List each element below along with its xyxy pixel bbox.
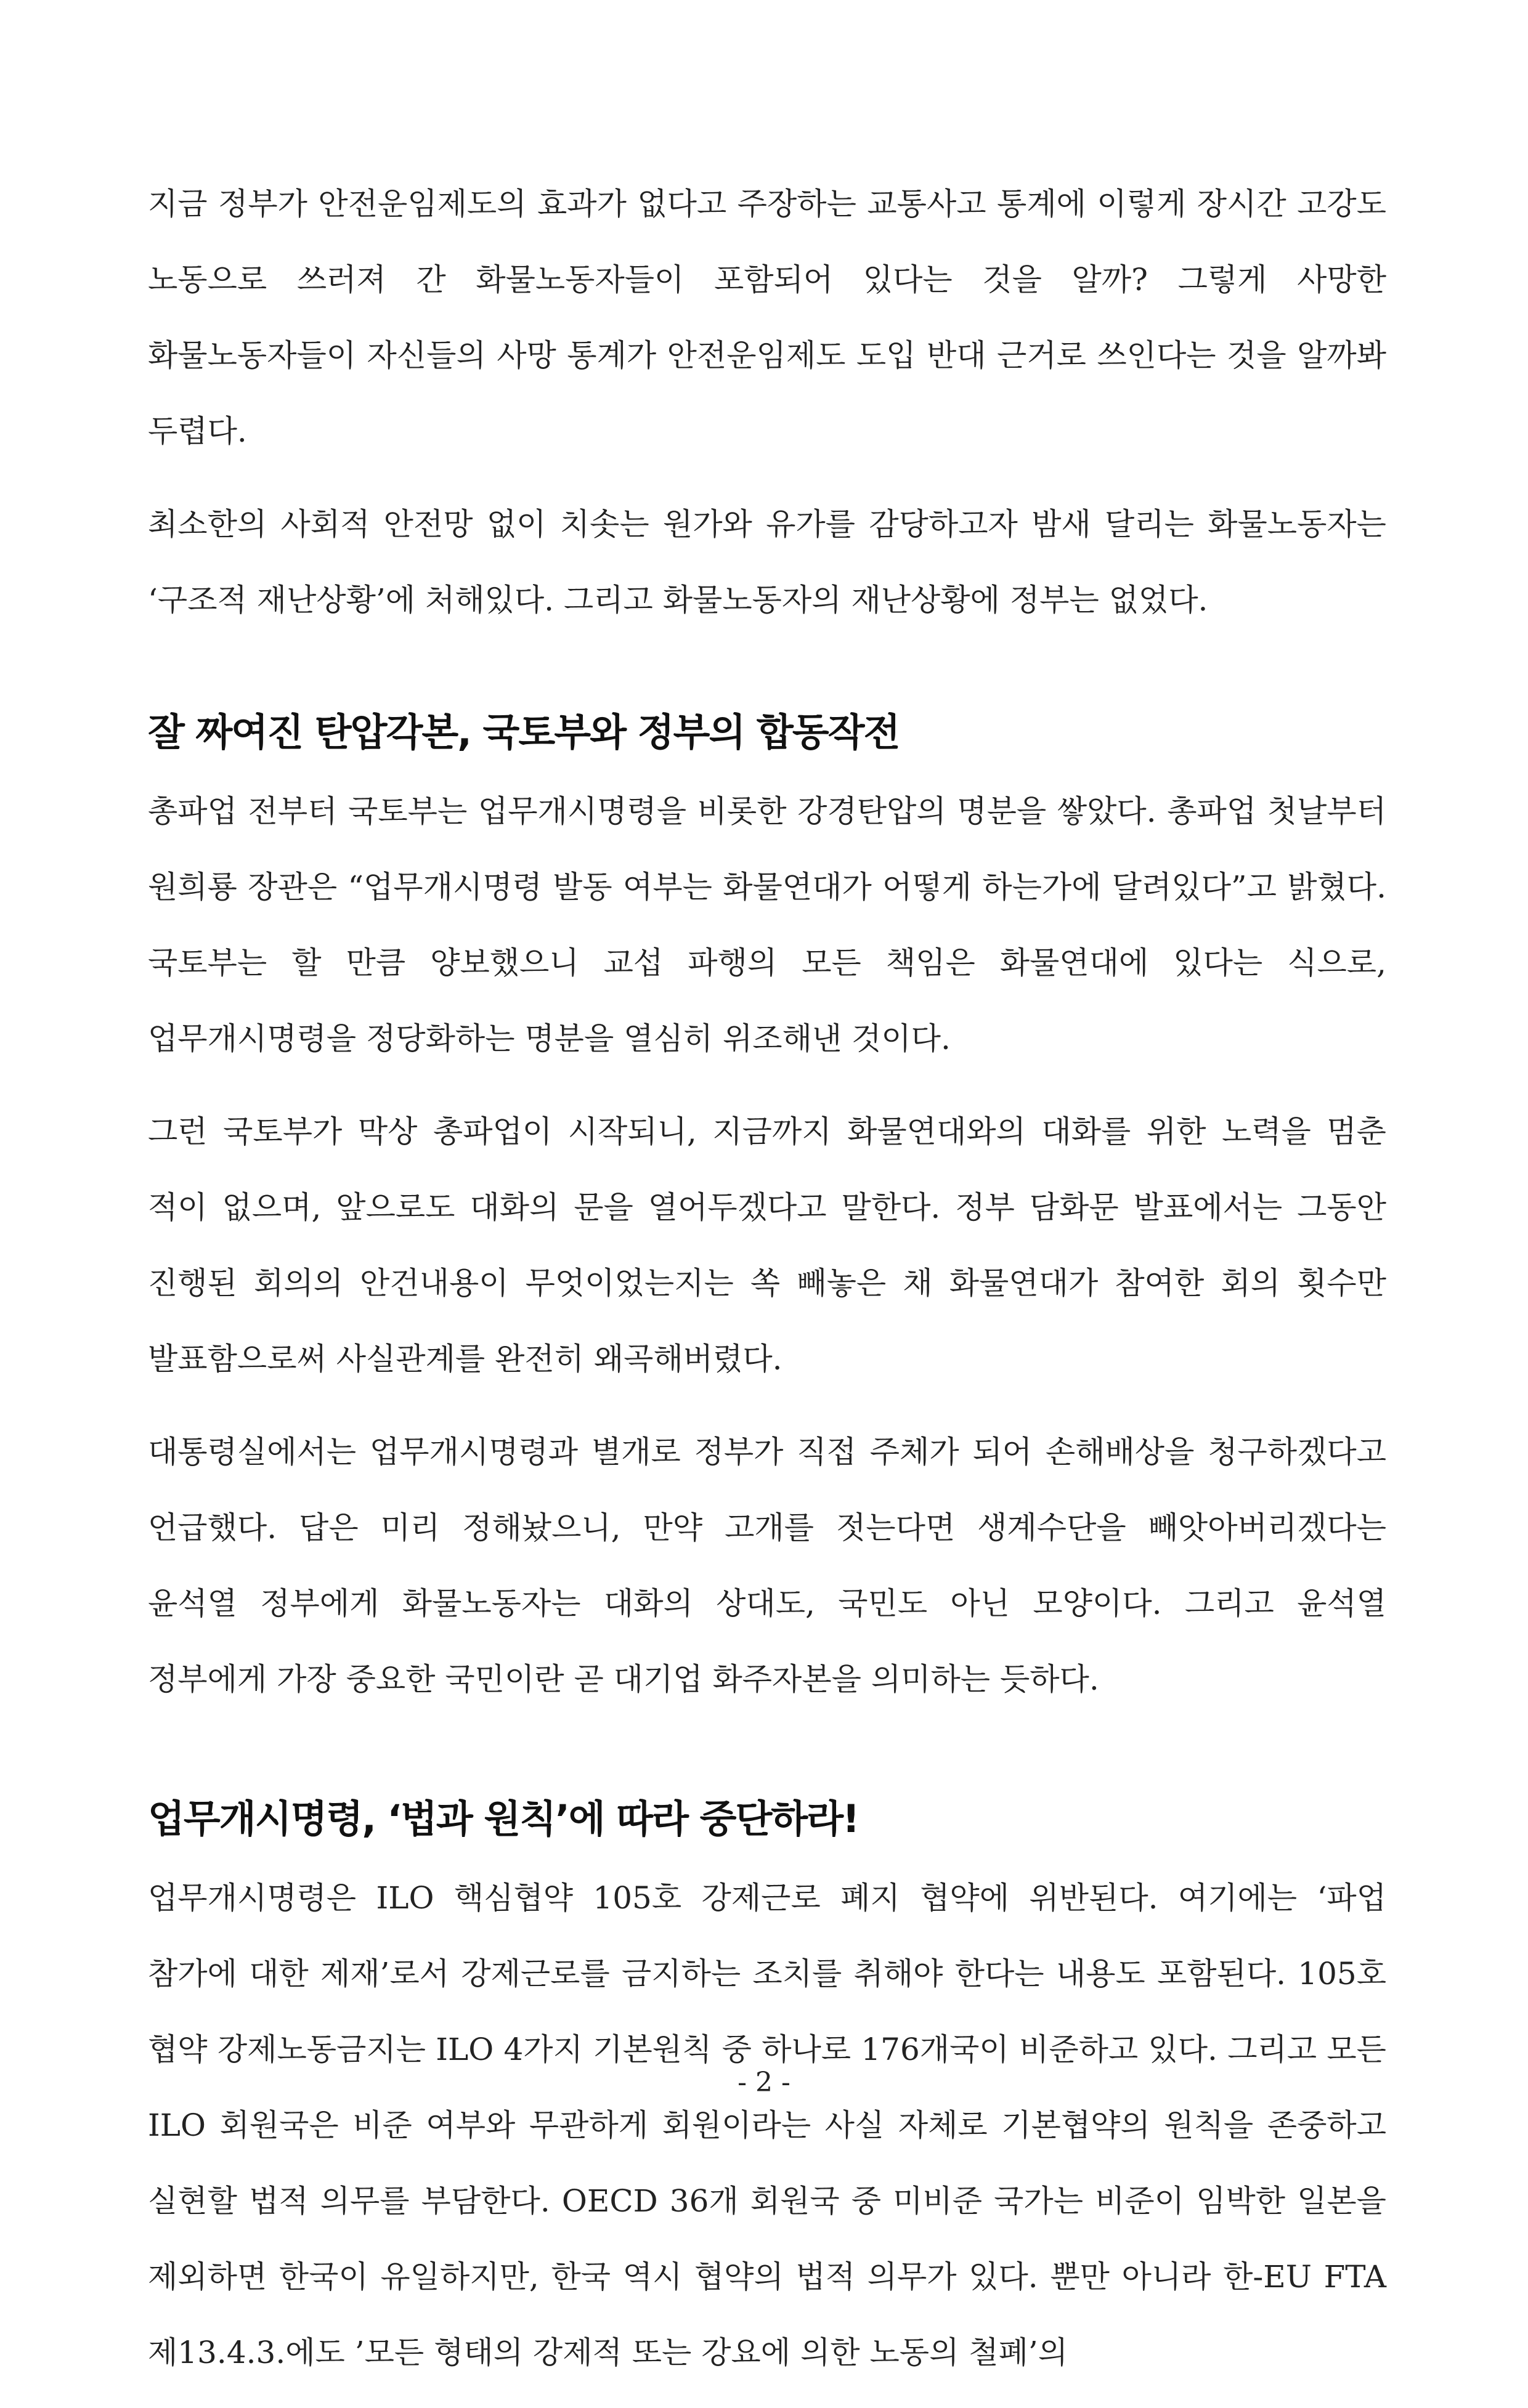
body-paragraph: 최소한의 사회적 안전망 없이 치솟는 원가와 유가를 감당하고자 밤새 달리는 화물노동자는 ‘구조적 재난상황’에 처해있다. 그리고 화물노동자의 재난상황에 정부는 없었다.: [148, 506, 1386, 618]
body-paragraph: 대통령실에서는 업무개시명령과 별개로 정부가 직접 주체가 되어 손해배상을 청구하겠다고 언급했다. 답은 미리 정해놨으니, 만약 고개를 젓는다면 생계수단을 빼앗아버리겠다는 윤석열 정부에게 화물노동자는 대화의 상대도, 국민도 아닌 모양이다. 그리고 윤석열 정부에게 가장 중요한 국민이란 곧 대기업 화주자본을 의미하는 듯하다.: [148, 1434, 1386, 1697]
body-paragraph: 업무개시명령은 ILO 핵심협약 105호 강제근로 폐지 협약에 위반된다. 여기에는 ‘파업 참가에 대한 제재’로서 강제근로를 금지하는 조치를 취해야 한다는 내용도 포함된다. 105호 협약 강제노동금지는 ILO 4가지 기본원칙 중 하나로 176개국이 비준하고 있다. 그리고 모든 ILO 회원국은 비준 여부와 무관하게 회원이라는 사실 자체로 기본협약의 원칙을 존중하고 실현할 법적 의무를 부담한다. OECD 36개 회원국 중 미비준 국가는 비준이 임박한 일본을 제외하면 한국이 유일하지만, 한국 역시 협약의 법적 의무가 있다. 뿐만 아니라 한-EU FTA 제13.4.3.에도 ’모든 형태의 강제적 또는 강요에 의한 노동의 철폐’의: [148, 1880, 1386, 2370]
body-paragraph: 총파업 전부터 국토부는 업무개시명령을 비롯한 강경탄압의 명분을 쌓았다. 총파업 첫날부터 원희룡 장관은 “업무개시명령 발동 여부는 화물연대가 어떻게 하는가에 달려있다”고 밝혔다. 국토부는 할 만큼 양보했으니 교섭 파행의 모든 책임은 화물연대에 있다는 식으로, 업무개시명령을 정당화하는 명분을 열심히 위조해낸 것이다.: [148, 793, 1386, 1056]
page-number: - 2 -: [738, 2067, 790, 2098]
section-heading: 잘 짜여진 탄압각본, 국토부와 정부의 합동작전: [148, 710, 900, 755]
section-heading: 업무개시명령, ‘법과 원칙’에 따라 중단하라!: [148, 1796, 859, 1841]
body-paragraph: 지금 정부가 안전운임제도의 효과가 없다고 주장하는 교통사고 통계에 이렇게 장시간 고강도 노동으로 쓰러져 간 화물노동자들이 포함되어 있다는 것을 알까? 그렇게 사망한 화물노동자들이 자신들의 사망 통계가 안전운임제도 도입 반대 근거로 쓰인다는 것을 알까봐 두렵다.: [148, 186, 1386, 449]
body-paragraph: 그런 국토부가 막상 총파업이 시작되니, 지금까지 화물연대와의 대화를 위한 노력을 멈춘 적이 없으며, 앞으로도 대화의 문을 열어두겠다고 말한다. 정부 담화문 발표에서는 그동안 진행된 회의의 안건내용이 무엇이었는지는 쏙 빼놓은 채 화물연대가 참여한 회의 횟수만 발표함으로써 사실관계를 완전히 왜곡해버렸다.: [148, 1114, 1386, 1377]
